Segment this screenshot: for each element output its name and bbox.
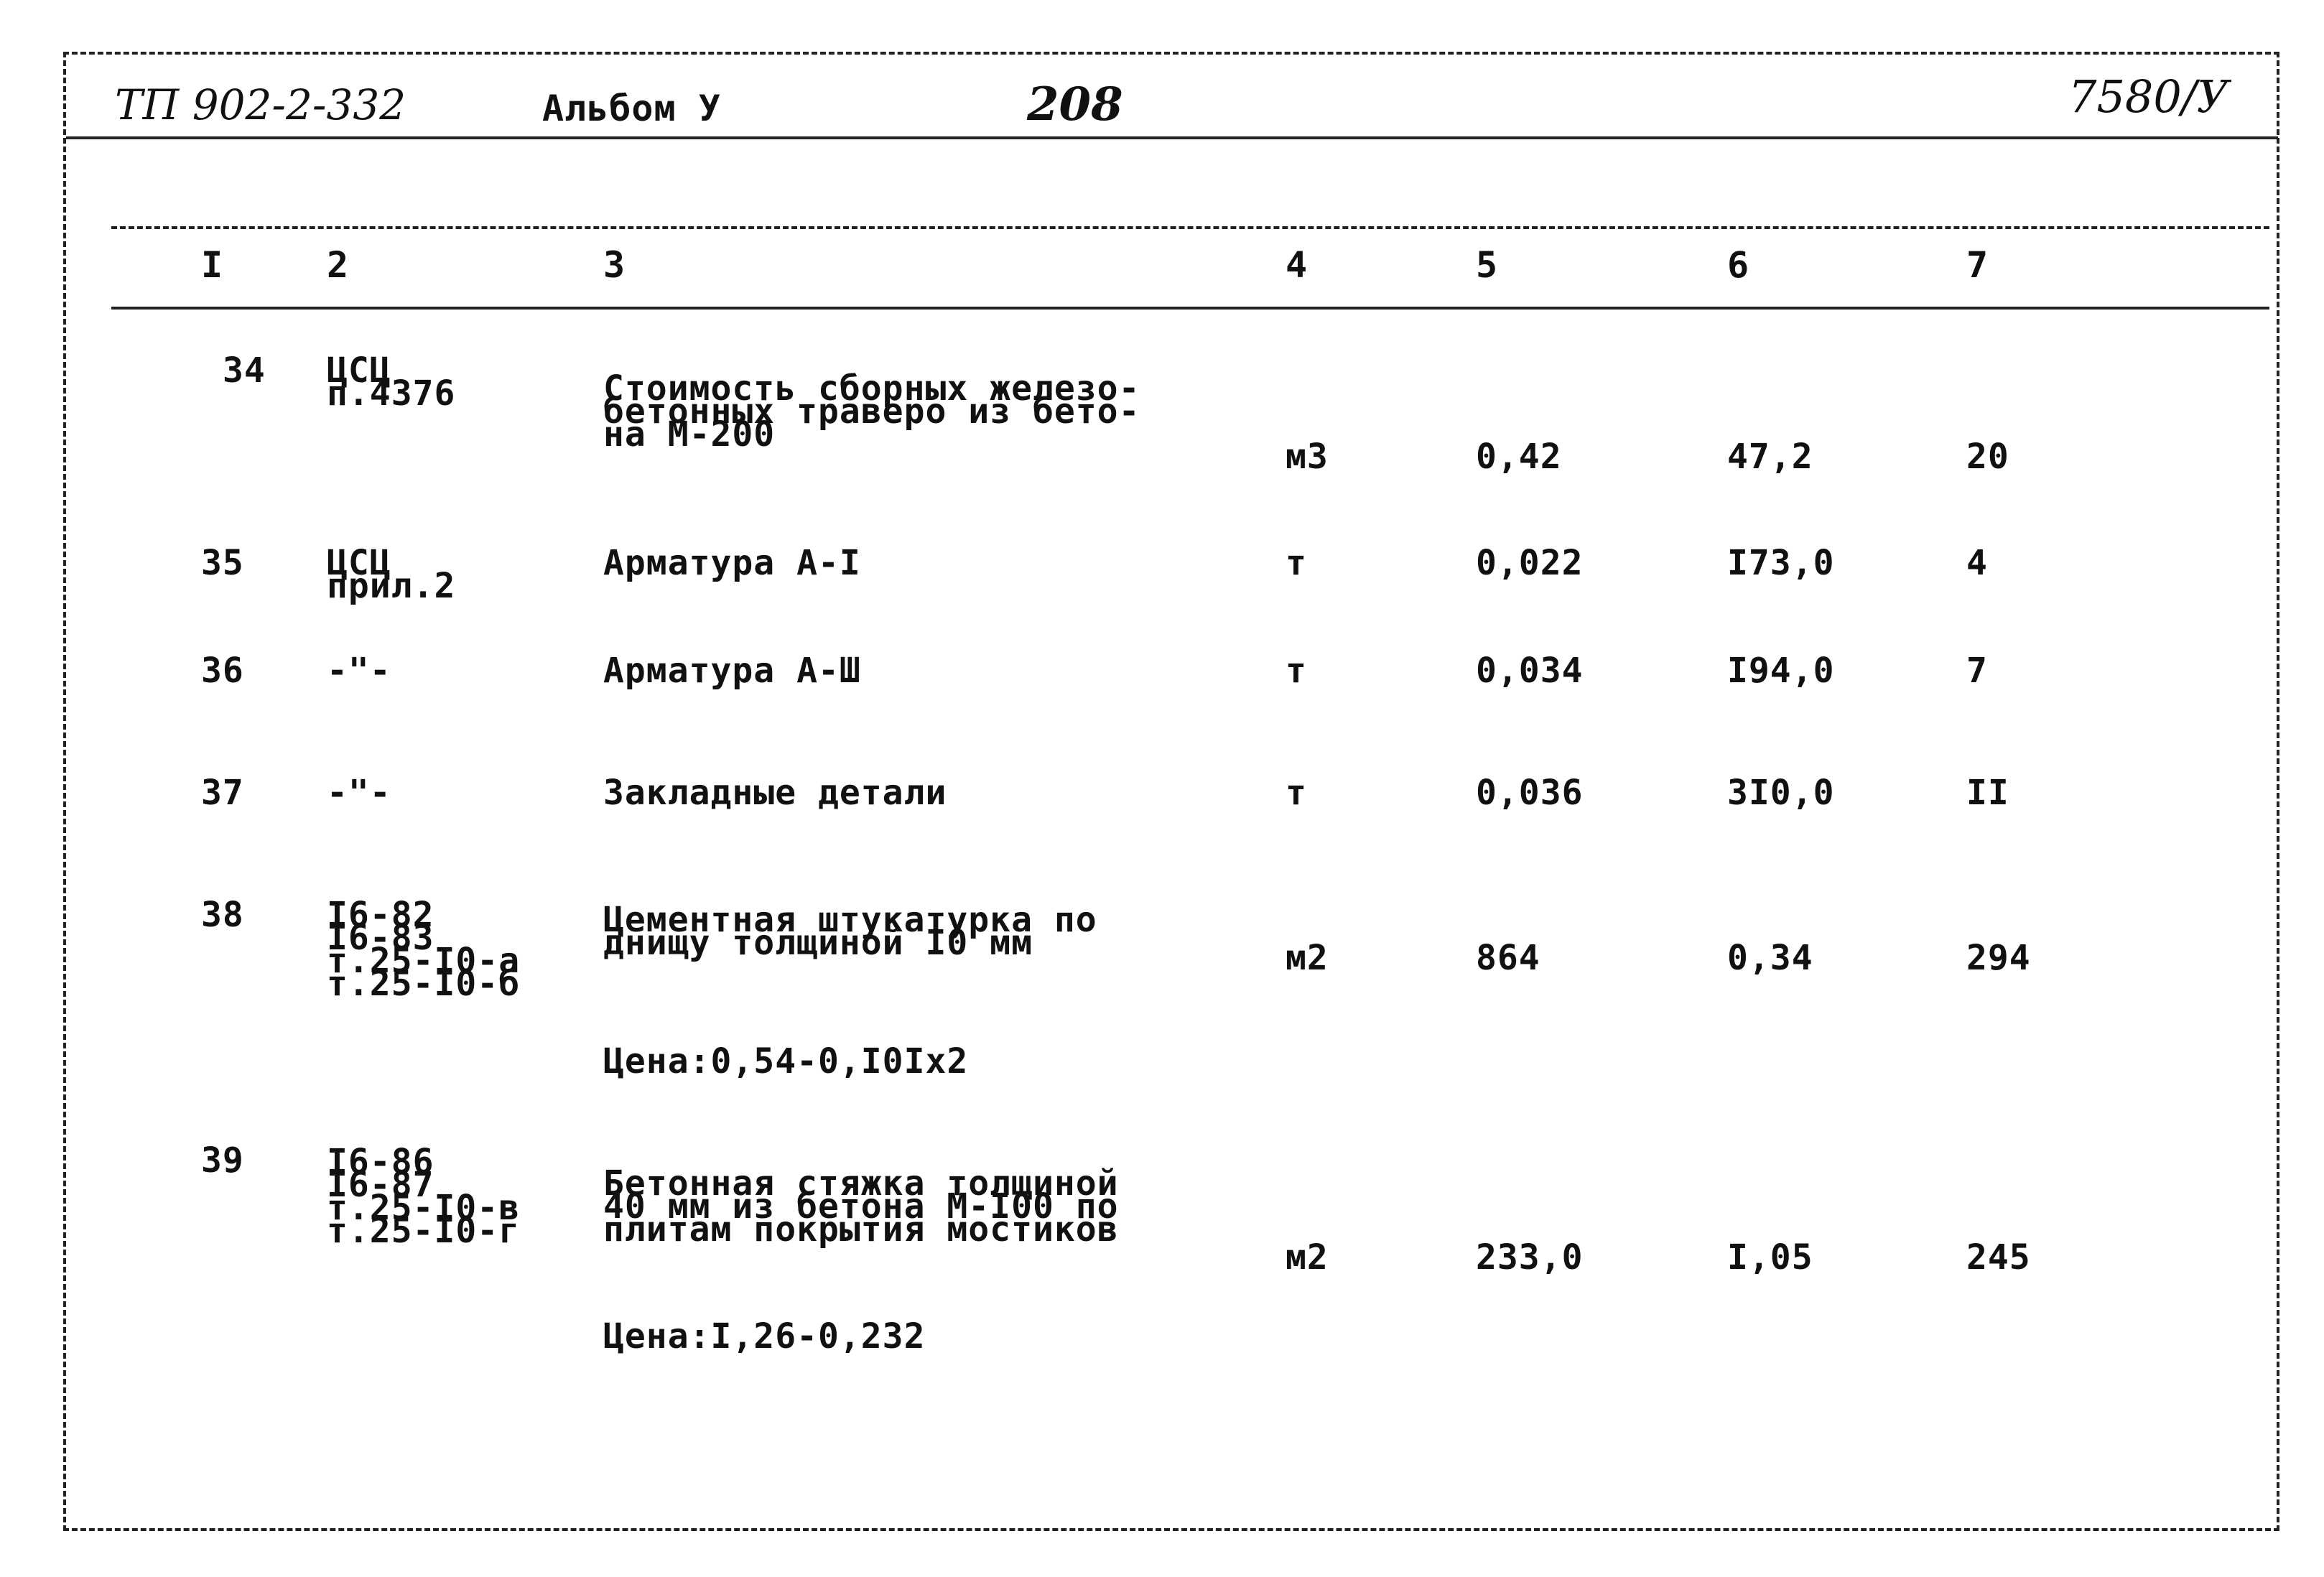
column-header-2: 2 [327,244,349,286]
column-header-1: I [201,244,223,286]
row-description: Закладные детали [603,773,947,813]
column-header-4: 4 [1286,244,1308,286]
row-description: Цементная штукатурка по днищу толщиной I0 мм [603,900,1097,963]
row-unit-price: 0,34 [1727,938,1813,978]
page-frame [63,52,2279,1531]
row-description: Бетонная стяжка толщиной 40 мм из бетона М-I00 по плитам покрытия мостиков [603,1163,1119,1250]
row-quantity: 0,034 [1476,651,1584,691]
table-head-rule [111,307,2269,310]
row-reference: ЦСЦ прил.2 [327,543,456,606]
column-header-5: 5 [1476,244,1498,286]
row-unit: м2 [1286,1237,1329,1278]
row-quantity: 864 [1476,938,1540,978]
row-description: Стоимость сборных железо- бетонных траверо из бето- на М-200 [603,368,1140,455]
row-unit-price: 47,2 [1727,437,1813,477]
row-total: 7 [1966,651,1988,691]
row-unit: м3 [1286,437,1329,477]
row-unit-price: I,05 [1727,1237,1813,1278]
doc-code: ТП 902-2-332 [115,80,406,129]
column-header-3: 3 [603,244,626,286]
row-quantity: 233,0 [1476,1237,1584,1278]
row-quantity: 0,036 [1476,773,1584,813]
row-total: II [1966,773,2009,813]
row-price-note: Цена:0,54-0,I0Iх2 [603,1041,969,1081]
row-unit-price: I94,0 [1727,651,1835,691]
row-reference: I6-82 I6-83 т.25-I0-а т.25-I0-б [327,895,521,1004]
row-unit: т [1286,543,1307,583]
row-number: 36 [201,651,244,691]
column-header-6: 6 [1727,244,1749,286]
row-quantity: 0,42 [1476,437,1562,477]
header-rule [66,136,2278,139]
row-reference: -"- [327,773,391,813]
row-number: 37 [201,773,244,813]
row-total: 4 [1966,543,1988,583]
table-top-rule [111,226,2269,229]
row-total: 294 [1966,938,2031,978]
inventory-number: 7580/У [2068,70,2229,123]
row-reference: ЦСЦ п.4376 [327,350,456,414]
row-description: Арматура А-I [603,543,861,583]
row-reference: -"- [327,651,391,691]
row-unit-price: I73,0 [1727,543,1835,583]
album-label: Альбом У [542,88,721,129]
row-number: 35 [201,543,244,583]
row-price-note: Цена:I,26-0,232 [603,1316,926,1357]
row-description: Арматура А-Ш [603,651,861,691]
row-reference: I6-86 I6-87 т.25-I0-в т.25-I0-г [327,1142,521,1251]
row-total: 20 [1966,437,2009,477]
column-header-7: 7 [1966,244,1989,286]
row-number: 34 [223,350,266,391]
row-quantity: 0,022 [1476,543,1584,583]
row-unit: м2 [1286,938,1329,978]
row-number: 38 [201,895,244,935]
row-number: 39 [201,1140,244,1181]
row-total: 245 [1966,1237,2031,1278]
row-unit: т [1286,773,1307,813]
row-unit-price: 3I0,0 [1727,773,1835,813]
page-number: 208 [1027,78,1123,131]
row-unit: т [1286,651,1307,691]
